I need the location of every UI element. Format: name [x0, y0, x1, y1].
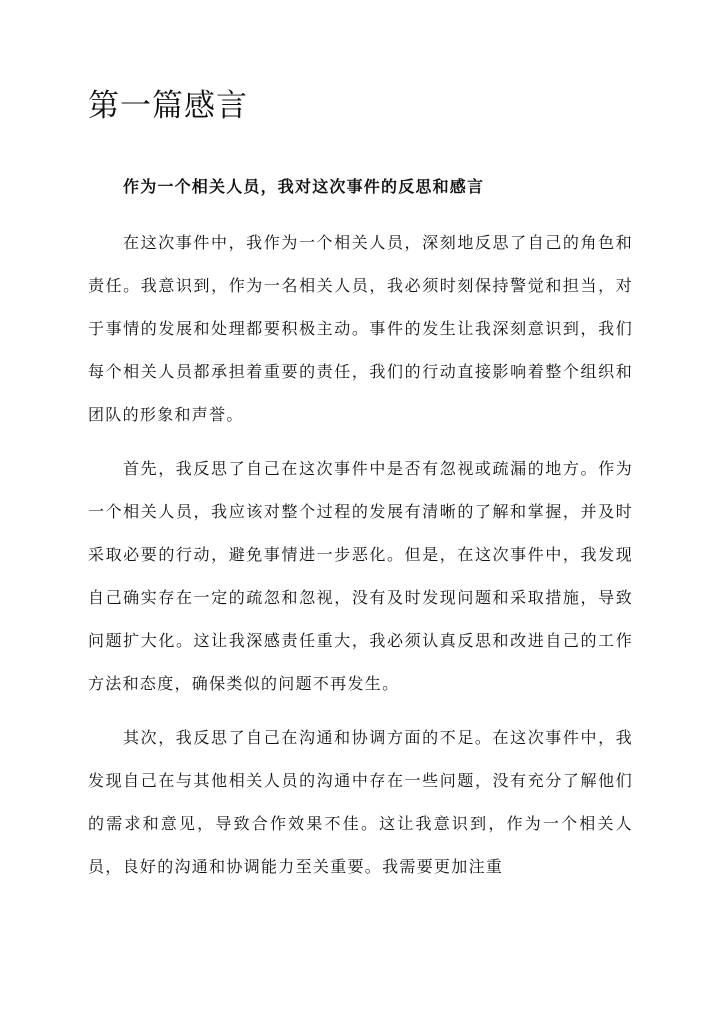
document-title: 第一篇感言 — [88, 88, 248, 124]
paragraph-reflection-communication: 其次，我反思了自己在沟通和协调方面的不足。在这次事件中，我发现自己在与其他相关人员的沟通中存在一些问题，没有充分了解他们的需求和意见，导致合作效果不佳。这让我意识到，作为一个相关人员，良好的沟通和协调能力至关重要。我需要更加注重 — [88, 728, 633, 876]
paragraph-reflection-role: 在这次事件中，我作为一个相关人员，深刻地反思了自己的角色和责任。我意识到，作为一名相关人员，我必须时刻保持警觉和担当，对于事情的发展和处理都要积极主动。事件的发生让我深刻意识到，我们每个相关人员都承担着重要的责任，我们的行动直接影响着整个组织和团队的形象和声誉。 — [88, 233, 633, 424]
paragraph-reflection-oversight: 首先，我反思了自己在这次事件中是否有忽视或疏漏的地方。作为一个相关人员，我应该对整个过程的发展有清晰的了解和掌握，并及时采取必要的行动，避免事情进一步恶化。但是，在这次事件中，我发现自己确实存在一定的疏忽和忽视，没有及时发现问题和采取措施，导致问题扩大化。这让我深感责任重大，我必须认真反思和改进自己的工作方法和态度，确保类似的问题不再发生。 — [88, 459, 633, 693]
document-subtitle: 作为一个相关人员，我对这次事件的反思和感言 — [123, 177, 485, 196]
